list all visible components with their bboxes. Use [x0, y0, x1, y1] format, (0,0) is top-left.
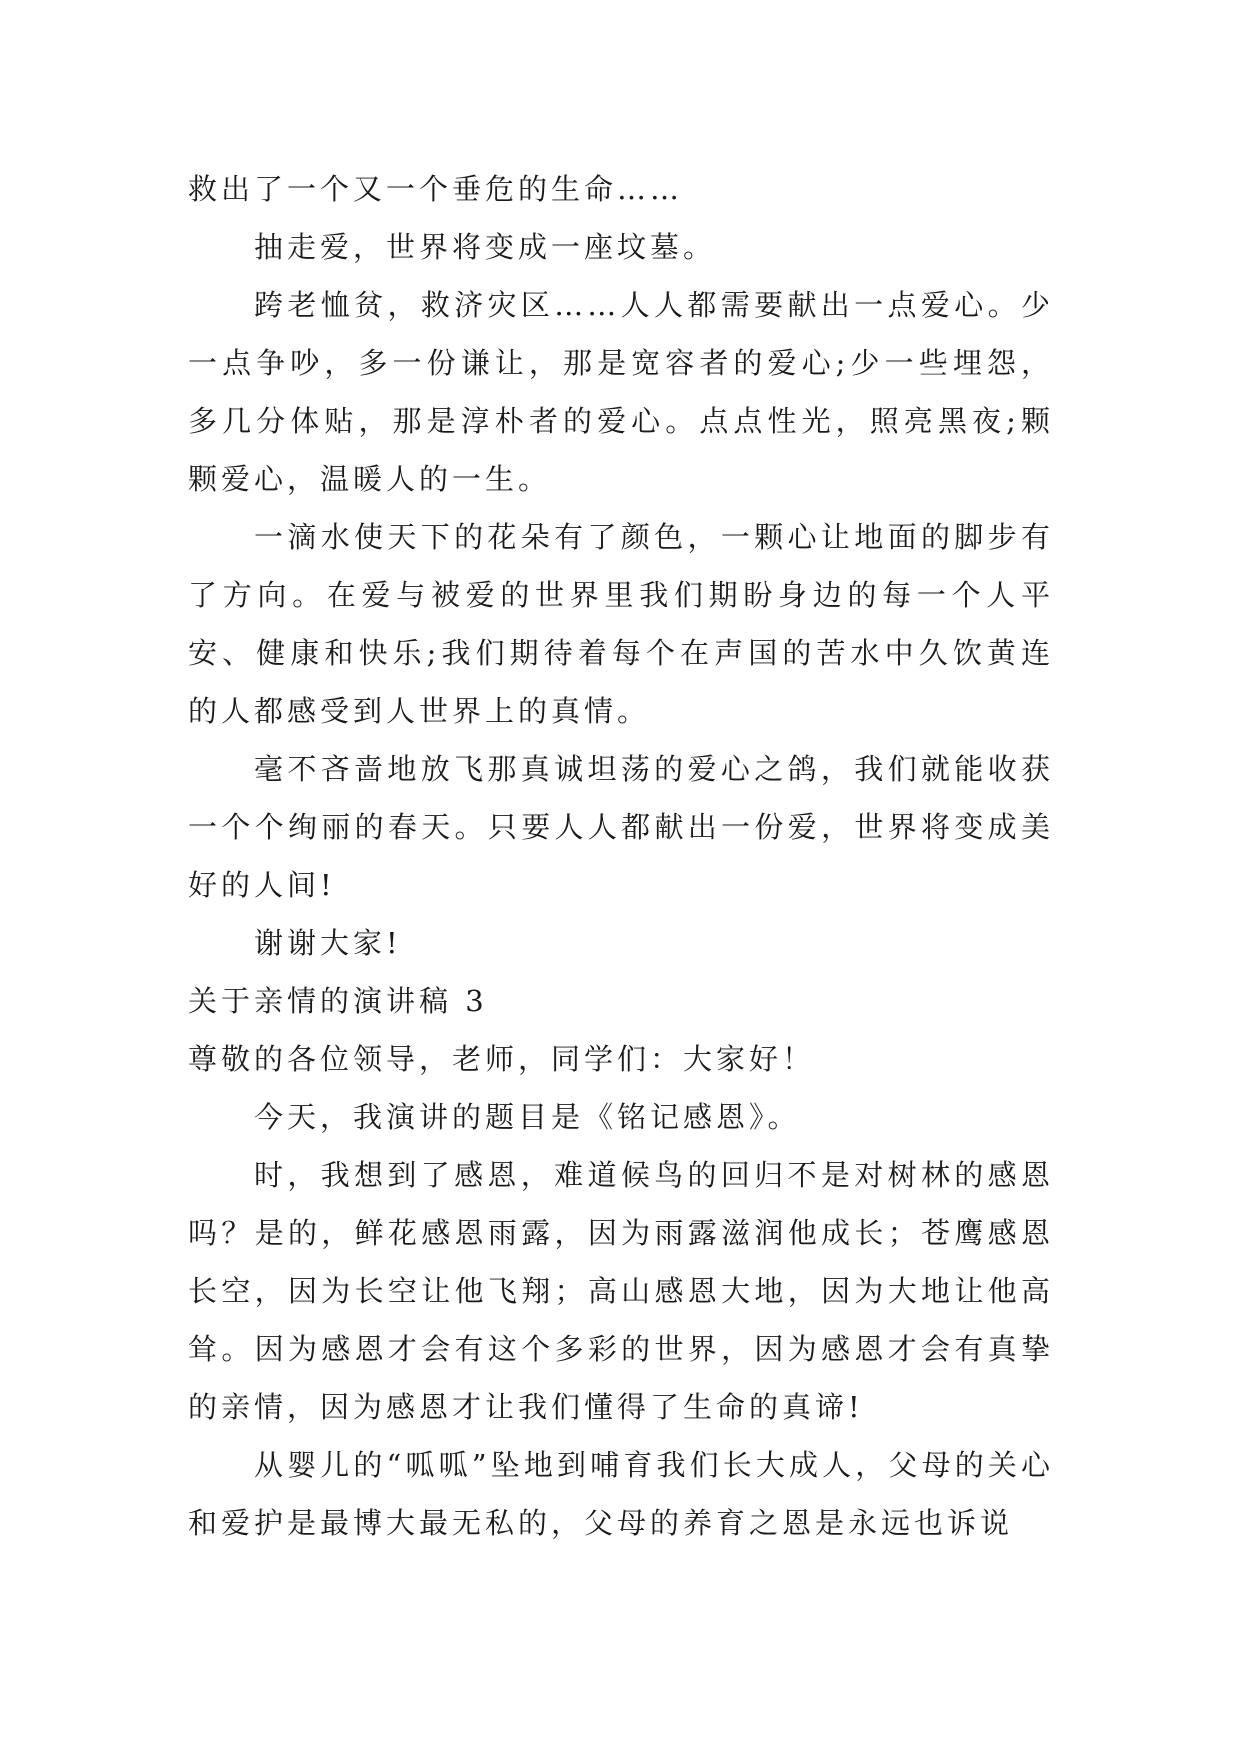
closing-thanks: 谢谢大家! — [254, 926, 402, 960]
salutation: 尊敬的各位领导，老师，同学们：大家好！ — [188, 1042, 816, 1076]
section-title: 关于亲情的演讲稿 3 — [188, 984, 488, 1018]
paragraph: 今天，我演讲的题目是《铭记感恩》。 — [254, 1100, 801, 1134]
paragraph: 时，我想到了感恩，难道候鸟的回归不是对树林的感恩吗？是的，鲜花感恩雨露，因为雨露滋润他成长；苍鹰感恩长空，因为长空让他飞翔；高山感恩大地，因为大地让他高耸。因为感恩才会有这个多彩的世界，因为感恩才会有真挚的亲情，因为感恩才让我们懂得了生命的真谛! — [188, 1158, 1054, 1424]
paragraph: 一滴水使天下的花朵有了颜色，一颗心让地面的脚步有了方向。在爱与被爱的世界里我们期盼身边的每一个人平安、健康和快乐;我们期待着每个在声国的苦水中久饮黄连的人都感受到人世界上的真情。 — [188, 520, 1054, 728]
paragraph: 从婴儿的“呱呱”坠地到哺育我们长大成人，父母的关心和爱护是最博大最无私的，父母的养育之恩是永远也诉说 — [188, 1448, 1054, 1540]
paragraph-continuation: 救出了一个又一个垂危的生命…… — [188, 172, 684, 206]
paragraph: 毫不吝啬地放飞那真诚坦荡的爱心之鸽，我们就能收获一个个绚丽的春天。只要人人都献出一份爱，世界将变成美好的人间! — [188, 752, 1054, 902]
paragraph: 跨老恤贫，救济灾区……人人都需要献出一点爱心。少一点争吵，多一份谦让，那是宽容者的爱心;少一些埋怨，多几分体贴，那是淳朴者的爱心。点点性光，照亮黑夜;颗颗爱心，温暖人的一生。 — [188, 288, 1054, 496]
paragraph: 抽走爱，世界将变成一座坟墓。 — [254, 230, 717, 264]
document-page — [188, 160, 1054, 1552]
